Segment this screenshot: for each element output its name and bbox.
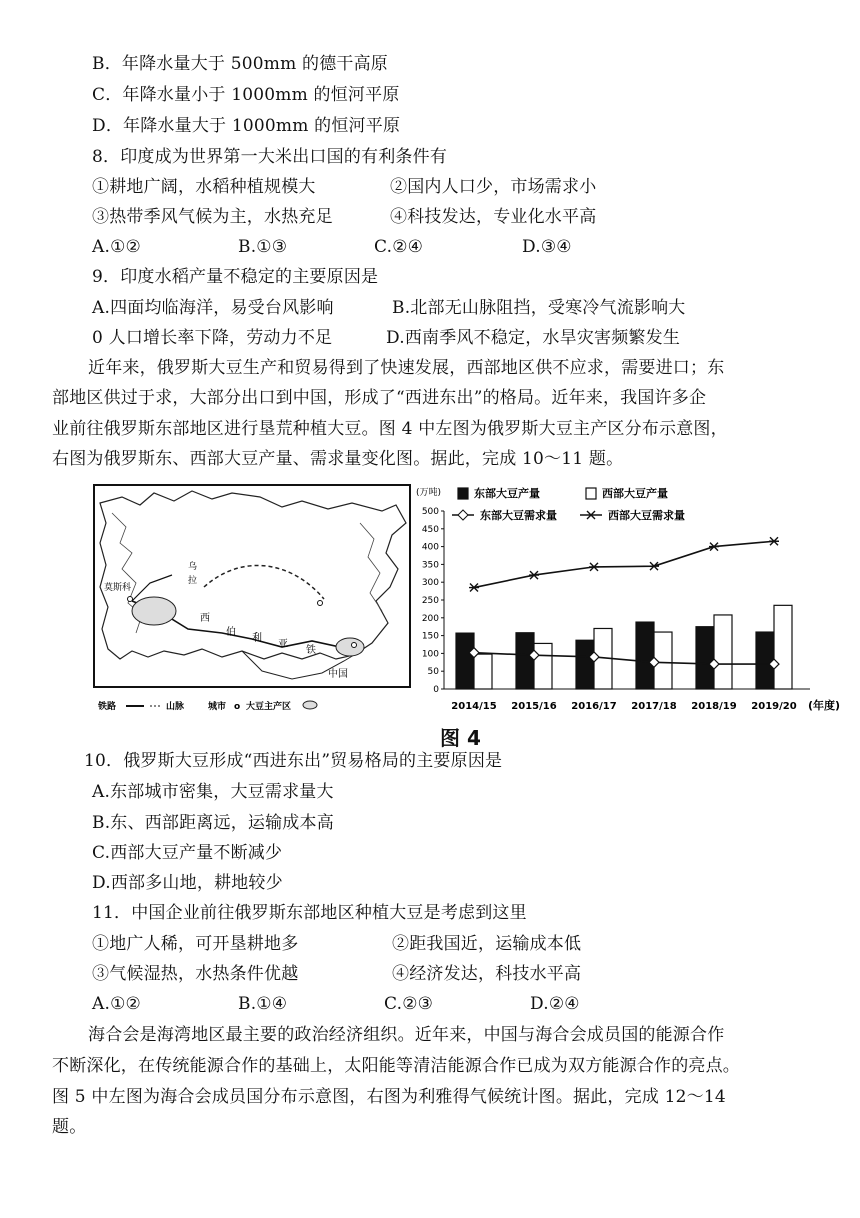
legend-swatch: [586, 488, 596, 499]
y-tick-label: 100: [421, 649, 439, 660]
q10-option-a: A.东部城市密集，大豆需求量大: [92, 782, 334, 802]
legend-mountain: 山脉: [166, 702, 185, 712]
y-tick-label: 350: [421, 560, 439, 571]
y-tick-label: 300: [421, 578, 439, 589]
russia-soybean-map: [92, 483, 412, 715]
q8-option-a: A.①②: [92, 237, 141, 257]
legend-marker: [458, 510, 468, 520]
passage2-line-1: 海合会是海湾地区最主要的政治经济组织。近年来，中国与海合会成员国的能源合作: [88, 1025, 725, 1045]
bar-east-production: [756, 632, 774, 689]
legend-label: 东部大豆需求量: [480, 509, 557, 522]
legend-label: 东部大豆产量: [474, 487, 540, 500]
q7-option-c: C．年降水量小于 1000mm 的恒河平原: [92, 85, 400, 105]
y-tick-label: 150: [421, 631, 439, 642]
label-wu: 乌: [188, 562, 198, 572]
x-tick-label: 2014/15: [451, 701, 497, 712]
q10-option-c: C.西部大豆产量不断减少: [92, 843, 283, 863]
q9-stem: 9．印度水稻产量不稳定的主要原因是: [92, 267, 379, 287]
bar-east-production: [576, 640, 594, 689]
passage1-line-2: 部地区供过于求，大部分出口到中国，形成了“西进东出”的格局。近年来，我国许多企: [52, 388, 707, 408]
legend-label: 西部大豆需求量: [608, 509, 685, 522]
y-tick-label: 400: [421, 542, 439, 553]
west-demand-point: [589, 563, 599, 571]
figure-caption: 图 4: [440, 726, 481, 750]
label-china: 中国: [328, 669, 348, 680]
city-marker: [352, 643, 357, 648]
west-demand-line: [474, 541, 774, 587]
bar-west-production: [774, 605, 792, 689]
passage1-line-3: 业前往俄罗斯东部地区进行垦荒种植大豆。图 4 中左图为俄罗斯大豆主产区分布示意图，: [52, 419, 728, 439]
label-li: 利: [252, 633, 262, 644]
x-tick-label: 2017/18: [631, 701, 677, 712]
q7-option-b: B．年降水量大于 500mm 的德干高原: [92, 54, 388, 74]
passage1-line-1: 近年来，俄罗斯大豆生产和贸易得到了快速发展，西部地区供不应求，需要进口；东: [88, 358, 725, 378]
y-tick-label: 250: [421, 596, 439, 606]
label-bo: 伯: [226, 627, 236, 638]
q9-option-b: B.北部无山脉阻挡，受寒冷气流影响大: [392, 298, 686, 318]
q9-option-d: D.西南季风不稳定，水旱灾害频繁发生: [386, 328, 681, 348]
q9-option-a: A.四面均临海洋，易受台风影响: [92, 298, 334, 318]
label-moscow: 莫斯科: [104, 583, 132, 593]
legend-city-mark: o: [234, 702, 241, 712]
bar-east-production: [516, 633, 534, 689]
legend-soy-swatch: [303, 701, 317, 709]
passage2-line-4: 题。: [52, 1117, 87, 1137]
label-xi: 西: [200, 613, 210, 624]
west-demand-point: [709, 543, 719, 551]
soy-area-east: [336, 638, 364, 656]
bar-east-production: [696, 627, 714, 689]
q8-option-c: C.②④: [374, 237, 424, 257]
q11-item-2: ②距我国近，运输成本低: [392, 934, 582, 954]
q8-option-b: B.①③: [238, 237, 288, 257]
bar-east-production: [456, 633, 474, 689]
q10-option-d: D.西部多山地，耕地较少: [92, 873, 283, 893]
q8-item-3: ③热带季风气候为主，水热充足: [92, 207, 333, 227]
q10-option-b: B.东、西部距离远，运输成本高: [92, 813, 334, 833]
q8-item-1: ①耕地广阔，水稻种植规模大: [92, 177, 316, 197]
bar-west-production: [714, 615, 732, 689]
legend-label: 西部大豆产量: [602, 487, 668, 500]
q11-option-a: A.①②: [92, 994, 141, 1014]
q9-option-c: 0 人口增长率下降，劳动力不足: [92, 328, 333, 348]
q11-item-3: ③气候湿热，水热条件优越: [92, 964, 299, 984]
legend-city: 城市: [208, 702, 227, 712]
x-axis-label: (年度): [808, 699, 840, 712]
q11-stem: 11．中国企业前往俄罗斯东部地区种植大豆是考虑到这里: [92, 903, 527, 923]
west-demand-point: [649, 562, 659, 570]
bar-east-production: [636, 622, 654, 689]
legend-swatch: [458, 488, 468, 499]
passage2-line-2: 不断深化，在传统能源合作的基础上，太阳能等清洁能源合作已成为双方能源合作的亮点。: [52, 1056, 740, 1076]
y-axis-unit: (万吨): [416, 488, 442, 498]
q11-option-d: D.②④: [530, 994, 580, 1014]
q11-item-1: ①地广人稀，可开垦耕地多: [92, 934, 299, 954]
x-tick-label: 2016/17: [571, 701, 617, 712]
y-tick-label: 450: [421, 524, 439, 535]
q8-option-d: D.③④: [522, 237, 572, 257]
soy-area-west: [132, 597, 176, 625]
x-tick-label: 2015/16: [511, 701, 557, 712]
q8-item-4: ④科技发达，专业化水平高: [390, 207, 597, 227]
y-tick-label: 0: [433, 685, 439, 695]
west-demand-point: [769, 537, 779, 545]
passage1-line-4: 右图为俄罗斯东、西部大豆产量、需求量变化图。据此，完成 10～11 题。: [52, 449, 624, 469]
legend-soy-area: 大豆主产区: [246, 702, 292, 712]
q10-stem: 10．俄罗斯大豆形成“西进东出”贸易格局的主要原因是: [84, 751, 503, 771]
soybean-chart: [410, 483, 840, 717]
west-demand-point: [469, 584, 479, 592]
q11-option-b: B.①④: [238, 994, 288, 1014]
bar-west-production: [474, 654, 492, 689]
legend-railway: 铁路: [98, 702, 117, 712]
bar-west-production: [534, 643, 552, 689]
y-tick-label: 200: [421, 613, 439, 624]
x-tick-label: 2018/19: [691, 701, 737, 712]
label-ya: 亚: [278, 639, 288, 650]
x-tick-label: 2019/20: [751, 701, 797, 712]
q11-item-4: ④经济发达，科技水平高: [392, 964, 582, 984]
q7-option-d: D．年降水量大于 1000mm 的恒河平原: [92, 116, 401, 136]
city-marker: [318, 601, 323, 606]
label-la: 拉: [188, 576, 198, 586]
y-tick-label: 500: [421, 507, 439, 517]
q8-stem: 8．印度成为世界第一大米出口国的有利条件有: [92, 147, 448, 167]
q8-item-2: ②国内人口少，市场需求小: [390, 177, 597, 197]
passage2-line-3: 图 5 中左图为海合会成员国分布示意图，右图为利雅得气候统计图。据此，完成 12～14: [52, 1087, 726, 1107]
y-tick-label: 50: [427, 667, 439, 678]
west-demand-point: [529, 571, 539, 579]
label-tie: 铁: [306, 645, 316, 656]
q11-option-c: C.②③: [384, 994, 434, 1014]
city-marker: [128, 597, 133, 602]
